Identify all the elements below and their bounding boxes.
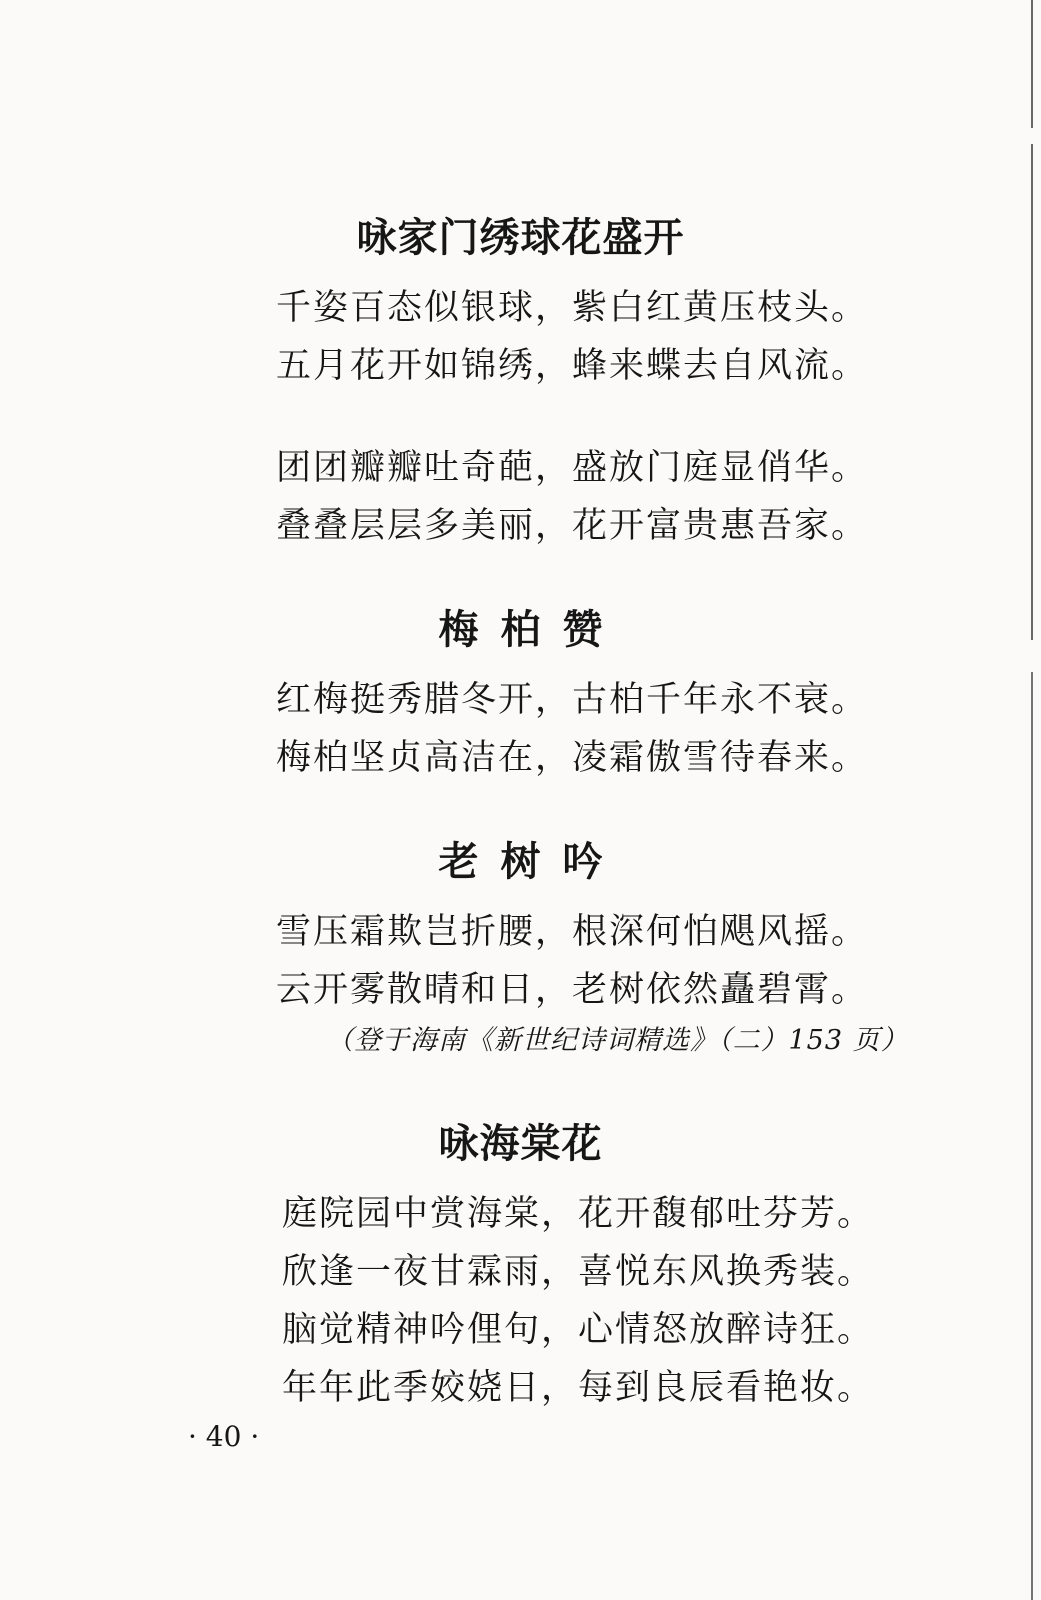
poem-title-3: 老树吟 bbox=[438, 839, 625, 885]
poem-4-line-3: 脑觉精神吟俚句，心情怒放醉诗狂。 bbox=[282, 1310, 875, 1350]
poem-title-4: 咏海棠花 bbox=[438, 1121, 603, 1167]
poem-1-line-3: 团团瓣瓣吐奇葩，盛放门庭显俏华。 bbox=[276, 448, 869, 488]
poem-title-1: 咏家门绣球花盛开 bbox=[356, 215, 685, 261]
page-number: · 40 · bbox=[188, 1420, 260, 1453]
poem-1-line-2: 五月花开如锦绣，蜂来蝶去自风流。 bbox=[276, 346, 869, 386]
poem-3-line-2: 云开雾散晴和日，老树依然矗碧霄。 bbox=[276, 970, 869, 1010]
poem-1-line-4: 叠叠层层多美丽，花开富贵惠吾家。 bbox=[276, 506, 869, 546]
poem-2-line-1: 红梅挺秀腊冬开，古柏千年永不衰。 bbox=[276, 680, 869, 720]
poem-title-2: 梅柏赞 bbox=[438, 607, 625, 653]
poem-3-line-1: 雪压霜欺岂折腰，根深何怕飓风摇。 bbox=[276, 912, 869, 952]
poem-4-line-4: 年年此季姣娆日，每到良辰看艳妆。 bbox=[282, 1368, 875, 1408]
publication-note: （登于海南《新世纪诗词精选》（二）153 页） bbox=[326, 1025, 909, 1056]
poem-4-line-1: 庭院园中赏海棠，花开馥郁吐芬芳。 bbox=[282, 1194, 875, 1234]
poem-4-line-2: 欣逢一夜甘霖雨，喜悦东风换秀装。 bbox=[282, 1252, 875, 1292]
poem-2-line-2: 梅柏坚贞高洁在，凌霜傲雪待春来。 bbox=[276, 738, 869, 778]
poem-1-line-1: 千姿百态似银球，紫白红黄压枝头。 bbox=[276, 288, 869, 328]
